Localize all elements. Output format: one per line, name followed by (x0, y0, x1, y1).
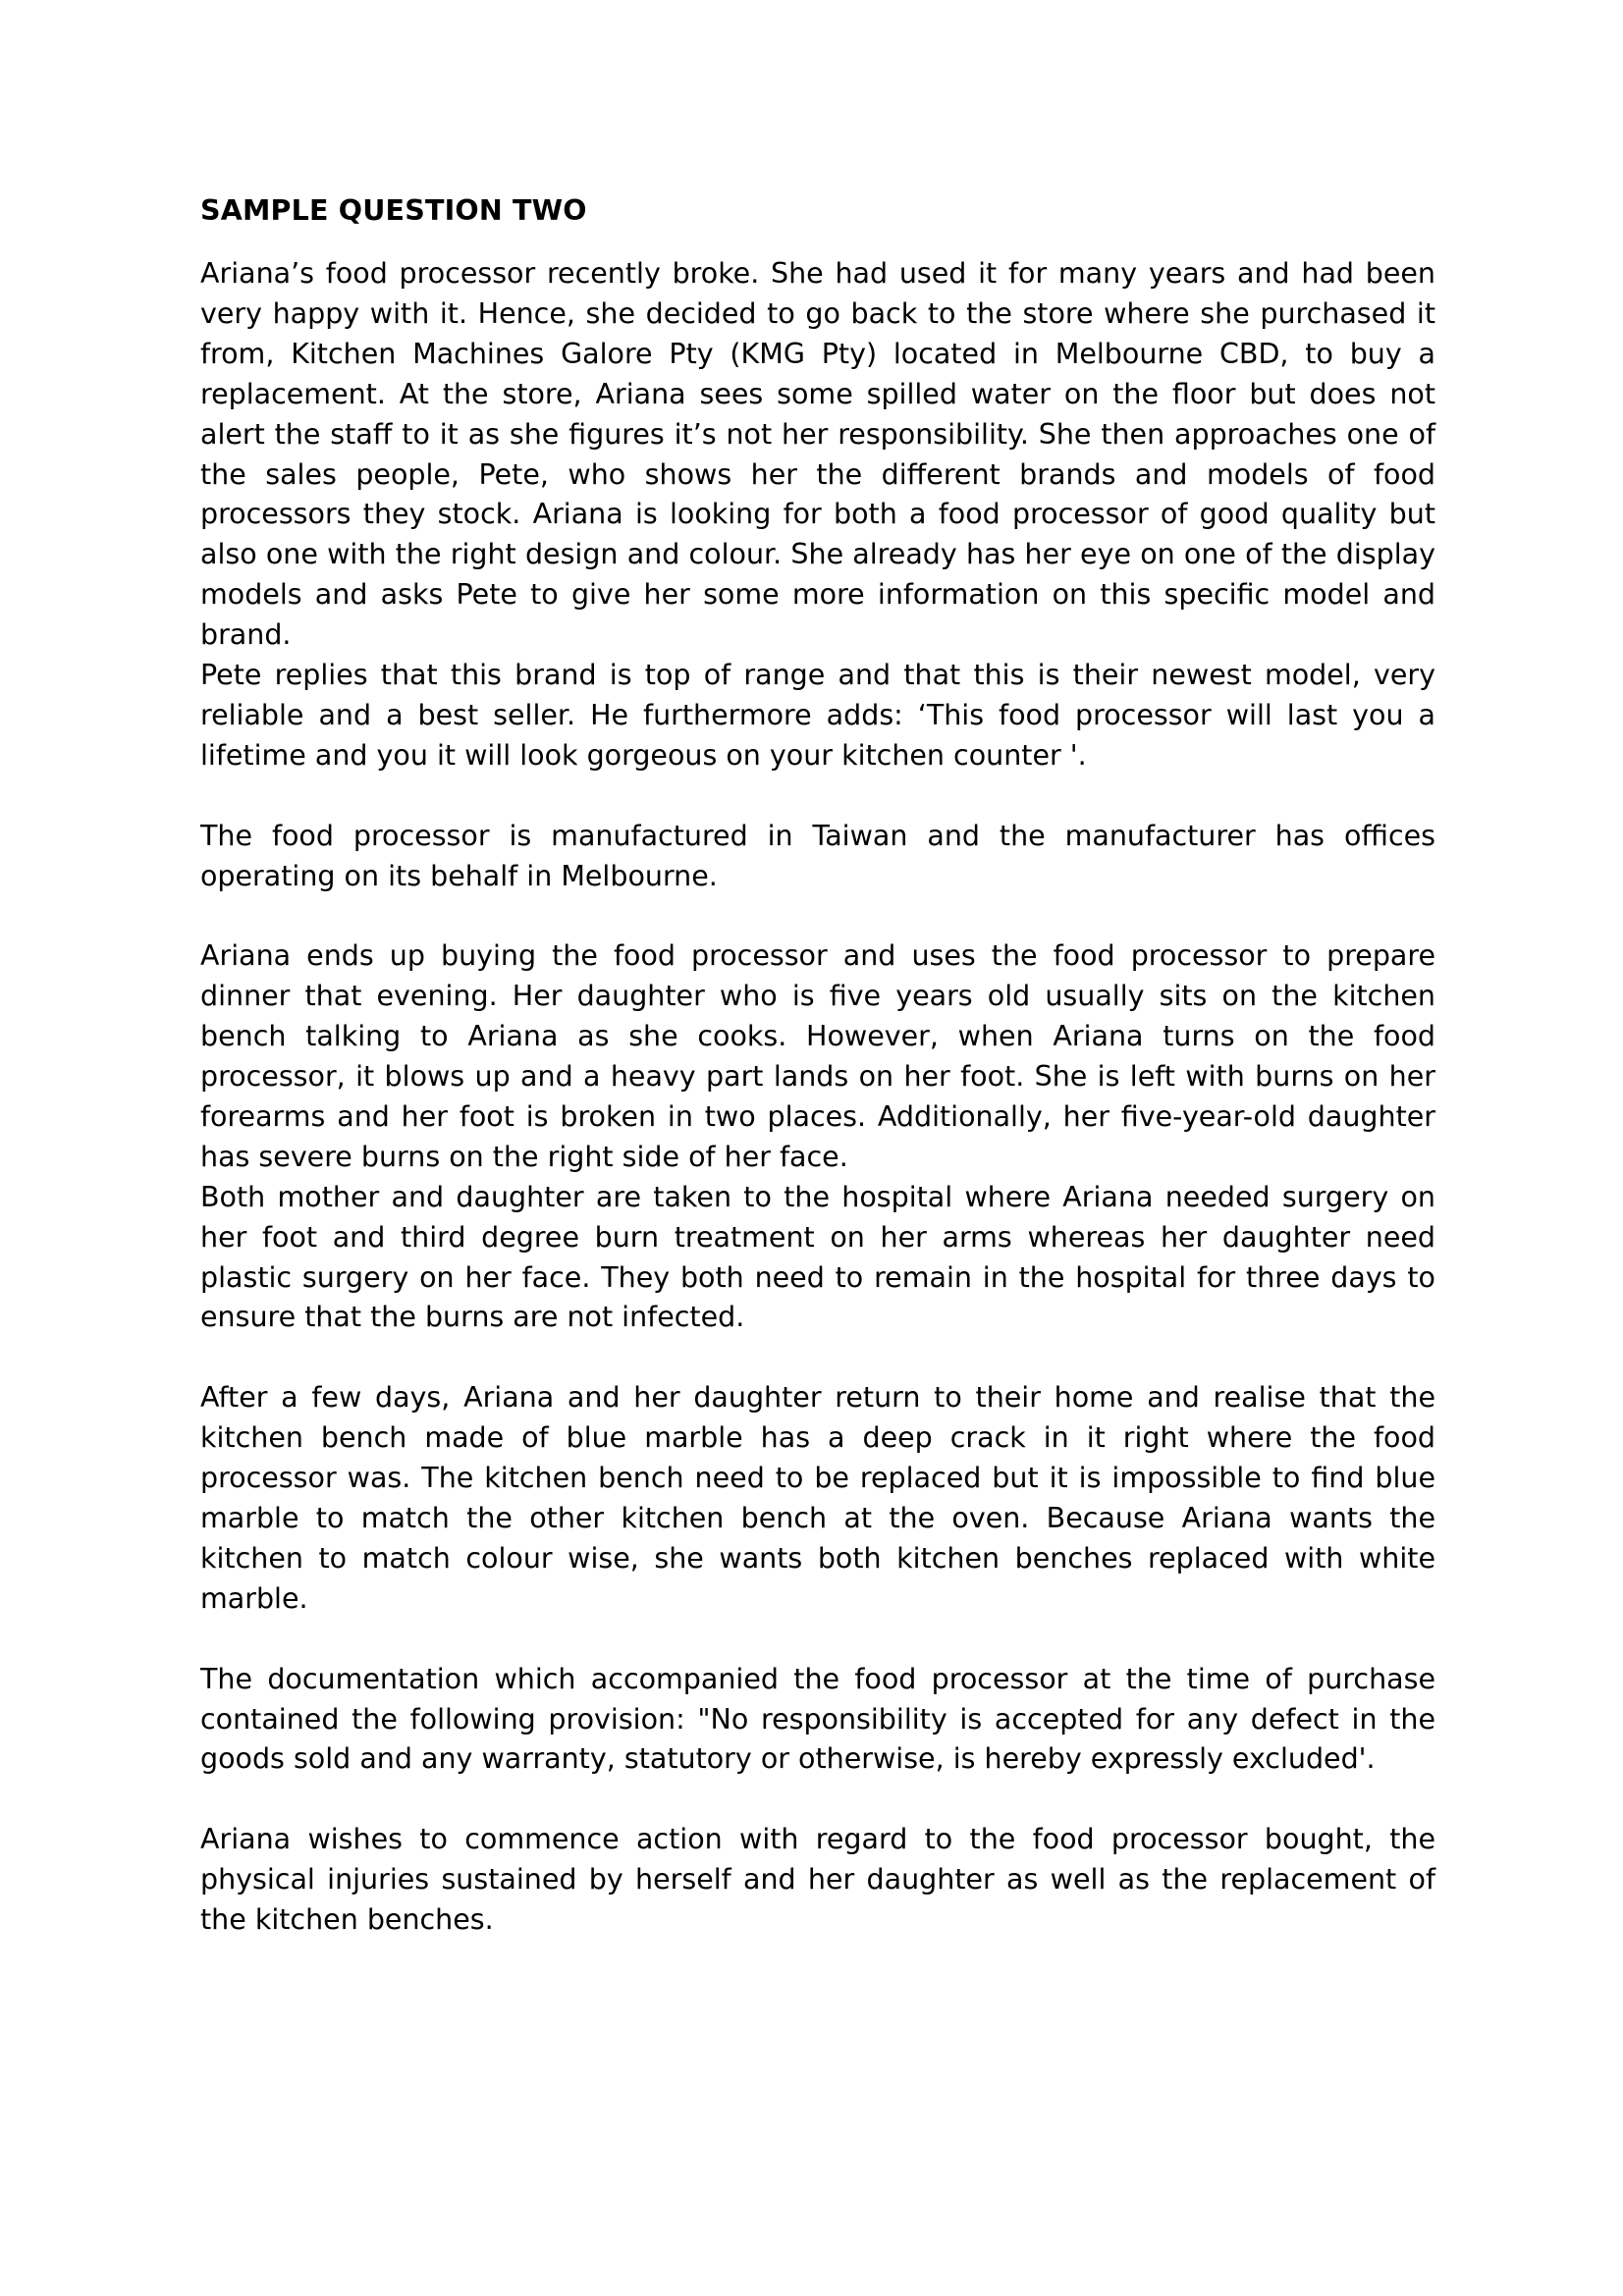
document-body (200, 192, 1435, 1941)
paragraph-legal-action: Ariana wishes to commence action with regard to the food processor bought, the physical injuries sustained by herself and her daughter as well as the replacement of the kitchen benches. (200, 1823, 1435, 1937)
paragraph-injury-event: Ariana ends up buying the food processor and uses the food processor to prepare dinner that evening. Her daughter who is five years old usually sits on the kitchen bench talking to Ariana as she cooks. However, when Ariana turns on the food processor, it blows up and a heavy part lands on her foot. She is left with burns on her forearms and her foot is broken in two places. Additionally, her five-year-old daughter has severe burns on the right side of her face. (200, 939, 1435, 1173)
paragraph-kitchen-bench-damage: After a few days, Ariana and her daughter return to their home and realise that the kitchen bench made of blue marble has a deep crack in it right where the food processor was. The kitchen bench need to be replaced but it is impossible to find blue marble to match the other kitchen bench at the oven. Because Ariana wants the kitchen to match colour wise, she wants both kitchen benches replaced with white marble. (200, 1381, 1435, 1615)
paragraph-manufacture-origin: The food processor is manufactured in Taiwan and the manufacturer has offices operating on its behalf in Melbourne. (200, 819, 1435, 892)
paragraph-pete-reply: Pete replies that this brand is top of range and that this is their newest model, very reliable and a best seller. He furthermore adds: ‘This food processor will last you a lifetime and you it will look gorgeous on your kitchen counter '. (200, 658, 1435, 772)
paragraph-hospital-treatment: Both mother and daughter are taken to the hospital where Ariana needed surgery on her foot and third degree burn treatment on her arms whereas her daughter need plastic surgery on her face. They both need to remain in the hospital for three days to ensure that the burns are not infected. (200, 1180, 1435, 1334)
paragraph-scenario-intro: Ariana’s food processor recently broke. She had used it for many years and had been very happy with it. Hence, she decided to go back to the store where she purchased it from, Kitchen Machines Galore Pty (KMG Pty) located in Melbourne CBD, to buy a replacement. At the store, Ariana sees some spilled water on the floor but does not alert the staff to it as she figures it’s not her responsibility. She then approaches one of the sales people, Pete, who shows her the different brands and models of food processors they stock. Ariana is looking for both a food processor of good quality but also one with the right design and colour. She already has her eye on one of the display models and asks Pete to give her some more information on this specific model and brand. (200, 257, 1435, 652)
paragraph-exclusion-clause: The documentation which accompanied the food processor at the time of purchase contained the following provision: "No responsibility is accepted for any defect in the goods sold and any warranty, statutory or otherwise, is hereby expressly excluded'. (200, 1662, 1435, 1776)
page-title: SAMPLE QUESTION TWO (200, 194, 587, 227)
